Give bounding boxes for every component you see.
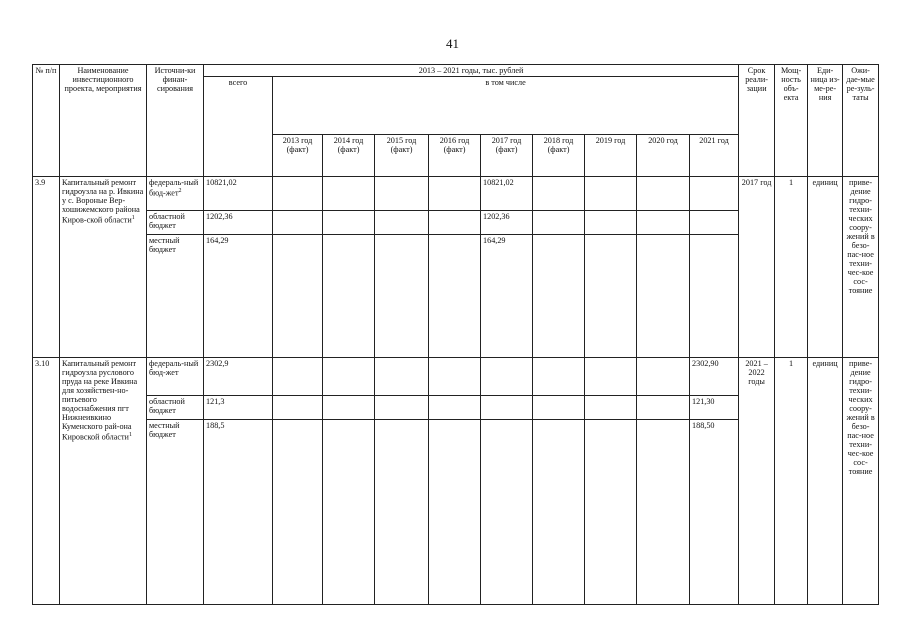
amount-year: 2302,90 [690, 358, 739, 395]
funding-source [147, 211, 204, 235]
amount-year [429, 358, 481, 395]
footnote-mark: 1 [131, 215, 135, 222]
amount-year: 1202,36 [481, 211, 533, 235]
funding-source-text: местный бюджет [149, 420, 180, 439]
amount-year [585, 395, 637, 419]
footnote-mark: 1 [128, 432, 132, 439]
funding-source [147, 235, 204, 358]
header-unit: Еди-ница из-ме-ре-ния [808, 65, 843, 177]
amount-year [323, 395, 375, 419]
header-year: 2019 год [585, 135, 637, 177]
funding-source-text: федераль-ный бюд-жет [149, 359, 199, 378]
amount-year [375, 358, 429, 395]
header-result: Ожи-дае-мые ре-зуль-таты [843, 65, 879, 177]
amount-year [429, 211, 481, 235]
amount-year [273, 177, 323, 211]
amount-year [273, 235, 323, 358]
project-name [60, 358, 147, 605]
amount-year [585, 177, 637, 211]
amount-year [637, 419, 690, 604]
header-year: 2016 год (факт) [429, 135, 481, 177]
amount-year [481, 358, 533, 395]
amount-year [690, 177, 739, 211]
amount-year [533, 177, 585, 211]
amount-year [533, 211, 585, 235]
project-result: приве-дение гидро-техни-ческих соору-жений в безо-пас-ное техни-чес-кое сос-тояние [843, 177, 879, 358]
amount-year [637, 177, 690, 211]
investment-table [32, 64, 879, 605]
amount-year [585, 211, 637, 235]
amount-year [690, 235, 739, 358]
funding-source-text: областной бюджет [149, 212, 185, 231]
amount-year [323, 177, 375, 211]
amount-year [323, 358, 375, 395]
header-year: 2017 год (факт) [481, 135, 533, 177]
header-period: 2013 – 2021 годы, тыс. рублей [204, 65, 739, 77]
header-term: Срок реали-зации [739, 65, 775, 177]
header-year: 2014 год (факт) [323, 135, 375, 177]
amount-total: 188,5 [204, 419, 273, 604]
amount-year [481, 395, 533, 419]
amount-year [585, 419, 637, 604]
header-name: Наименование инвестиционного проекта, мероприятия [60, 65, 147, 177]
header-capacity: Мощ-ность объ-екта [775, 65, 808, 177]
amount-year: 188,50 [690, 419, 739, 604]
header-num: № п/п [33, 65, 60, 177]
header-total: всего [204, 77, 273, 177]
page-number: 41 [446, 36, 459, 51]
header-year: 2020 год [637, 135, 690, 177]
amount-year [323, 235, 375, 358]
funding-source-text: местный бюджет [149, 236, 180, 255]
header-year: 2013 год (факт) [273, 135, 323, 177]
funding-source-text: областной бюджет [149, 396, 185, 415]
funding-source [147, 395, 204, 419]
amount-year [273, 211, 323, 235]
amount-year [533, 395, 585, 419]
amount-year [637, 211, 690, 235]
amount-year [375, 395, 429, 419]
amount-year: 10821,02 [481, 177, 533, 211]
amount-year [375, 419, 429, 604]
amount-year [273, 419, 323, 604]
project-unit: единиц [808, 177, 843, 358]
amount-total: 10821,02 [204, 177, 273, 211]
amount-year [429, 177, 481, 211]
funding-source [147, 177, 204, 211]
header-source: Источни-ки финан-сирования [147, 65, 204, 177]
project-name-text: Капитальный ремонт гидроузла на р. Ивкина у с. Вороные Вер-хошижемского района Киров-ской области [62, 178, 144, 225]
amount-total: 1202,36 [204, 211, 273, 235]
amount-year [637, 395, 690, 419]
amount-total: 121,3 [204, 395, 273, 419]
header-year: 2021 год [690, 135, 739, 177]
project-result: приве-дение гидро-техни-ческих соору-жений в безо-пас-ное техни-чес-кое сос-тояние [843, 358, 879, 605]
project-term: 2017 год [739, 177, 775, 358]
footnote-mark: 2 [178, 188, 182, 195]
amount-year [323, 419, 375, 604]
amount-year [690, 211, 739, 235]
amount-year [375, 235, 429, 358]
table-row [33, 358, 879, 395]
project-capacity: 1 [775, 177, 808, 358]
amount-year [429, 419, 481, 604]
project-unit: единиц [808, 358, 843, 605]
project-capacity: 1 [775, 358, 808, 605]
project-number: 3.9 [33, 177, 60, 358]
amount-year [533, 419, 585, 604]
header-year: 2015 год (факт) [375, 135, 429, 177]
amount-year [533, 235, 585, 358]
amount-year [375, 211, 429, 235]
amount-year [481, 419, 533, 604]
amount-total: 164,29 [204, 235, 273, 358]
amount-year [375, 177, 429, 211]
amount-year [533, 358, 585, 395]
amount-year [637, 235, 690, 358]
project-term: 2021 – 2022 годы [739, 358, 775, 605]
amount-year: 121,30 [690, 395, 739, 419]
amount-total: 2302,9 [204, 358, 273, 395]
amount-year [273, 358, 323, 395]
amount-year: 164,29 [481, 235, 533, 358]
header-year: 2018 год (факт) [533, 135, 585, 177]
header-including: в том числе [273, 77, 739, 135]
amount-year [585, 235, 637, 358]
table-row [33, 177, 879, 211]
project-name-text: Капитальный ремонт гидроузла руслового пруда на реке Ивкина для хозяйствен-но-питьевого водоснабжения пгт Нижнеивкино Куменского рай-она Кировской области [62, 359, 138, 443]
amount-year [429, 235, 481, 358]
funding-source-text: федераль-ный бюд-жет [149, 178, 199, 198]
project-name [60, 177, 147, 358]
amount-year [273, 395, 323, 419]
funding-source [147, 419, 204, 604]
project-number: 3.10 [33, 358, 60, 605]
amount-year [585, 358, 637, 395]
amount-year [323, 211, 375, 235]
amount-year [429, 395, 481, 419]
funding-source [147, 358, 204, 395]
amount-year [637, 358, 690, 395]
